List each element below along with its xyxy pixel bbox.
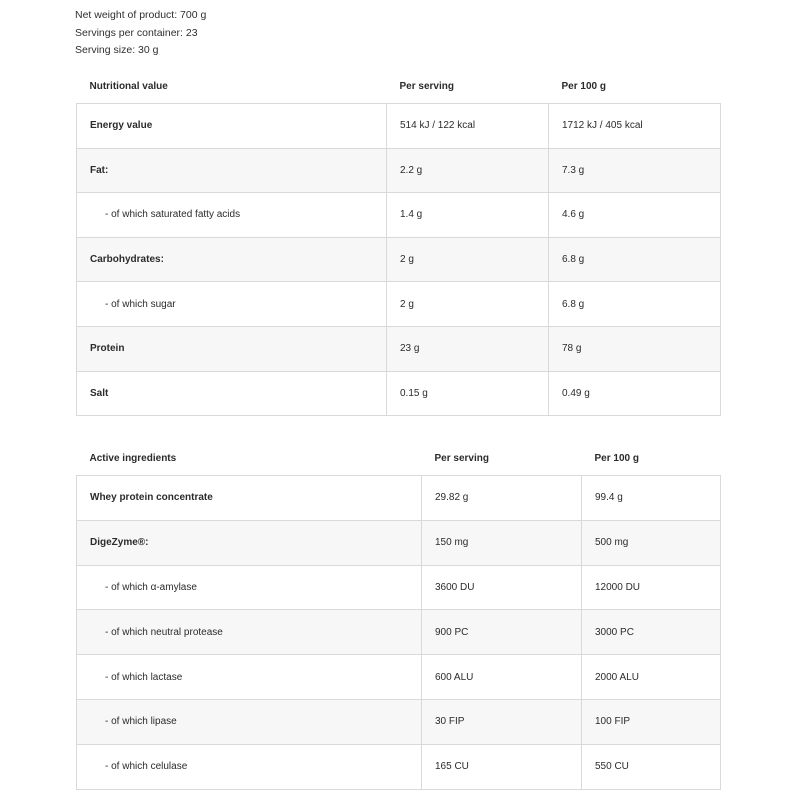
nutrient-name: - of which α-amylase xyxy=(77,565,422,610)
per-serving-value: 2.2 g xyxy=(387,148,549,193)
per-serving-value: 900 PC xyxy=(422,610,582,655)
table-row xyxy=(77,565,721,610)
per-100g-value: 99.4 g xyxy=(582,476,721,521)
per-serving-value: 3600 DU xyxy=(422,565,582,610)
per-100g-value: 7.3 g xyxy=(549,148,721,193)
column-header-per-100g: Per 100 g xyxy=(561,81,606,92)
nutrient-name: Salt xyxy=(77,371,387,416)
table-row xyxy=(77,104,721,149)
table-row xyxy=(77,655,721,700)
nutrient-name: - of which lipase xyxy=(77,699,422,744)
per-serving-value: 514 kJ / 122 kcal xyxy=(387,104,549,149)
per-serving-value: 1.4 g xyxy=(387,193,549,238)
nutrient-name: Fat: xyxy=(77,148,387,193)
column-header-nutritional-value: Nutritional value xyxy=(89,81,168,92)
per-serving-value: 2 g xyxy=(387,237,549,282)
table-row xyxy=(77,520,721,565)
serving-size: Serving size: 30 g xyxy=(75,44,159,56)
table-row xyxy=(77,476,721,521)
table-row xyxy=(77,193,721,238)
table-row xyxy=(77,282,721,327)
table-header-row xyxy=(77,66,721,104)
per-100g-value: 3000 PC xyxy=(582,610,721,655)
table-row xyxy=(77,237,721,282)
per-100g-value: 550 CU xyxy=(582,744,721,789)
table-header-row xyxy=(77,438,721,476)
nutrient-name: - of which saturated fatty acids xyxy=(77,193,387,238)
nutrient-name: Whey protein concentrate xyxy=(77,476,422,521)
product-info xyxy=(75,7,206,60)
nutrient-name: - of which neutral protease xyxy=(77,610,422,655)
per-serving-value: 23 g xyxy=(387,326,549,371)
nutrient-name: Protein xyxy=(77,326,387,371)
table-row xyxy=(77,371,721,416)
per-serving-value: 2 g xyxy=(387,282,549,327)
per-100g-value: 1712 kJ / 405 kcal xyxy=(549,104,721,149)
per-100g-value: 0.49 g xyxy=(549,371,721,416)
nutrition-table xyxy=(76,66,721,416)
column-header-per-100g: Per 100 g xyxy=(594,453,639,464)
column-header-active-ingredients: Active ingredients xyxy=(89,453,177,464)
table-row xyxy=(77,148,721,193)
nutrient-name: DigeZyme®: xyxy=(77,520,422,565)
table-row xyxy=(77,610,721,655)
per-100g-value: 100 FIP xyxy=(582,699,721,744)
per-100g-value: 500 mg xyxy=(582,520,721,565)
per-serving-value: 600 ALU xyxy=(422,655,582,700)
per-serving-value: 165 CU xyxy=(422,744,582,789)
per-serving-value: 150 mg xyxy=(422,520,582,565)
per-serving-value: 30 FIP xyxy=(422,699,582,744)
per-100g-value: 6.8 g xyxy=(549,282,721,327)
per-100g-value: 78 g xyxy=(549,326,721,371)
per-100g-value: 2000 ALU xyxy=(582,655,721,700)
nutrient-name: - of which celulase xyxy=(77,744,422,789)
per-100g-value: 12000 DU xyxy=(582,565,721,610)
per-100g-value: 4.6 g xyxy=(549,193,721,238)
active-ingredients-table xyxy=(76,438,721,790)
nutrient-name: - of which lactase xyxy=(77,655,422,700)
nutrient-name: Energy value xyxy=(77,104,387,149)
net-weight: Net weight of product: 700 g xyxy=(75,9,207,21)
table-row xyxy=(77,326,721,371)
nutrient-name: Carbohydrates: xyxy=(77,237,387,282)
per-serving-value: 29.82 g xyxy=(422,476,582,521)
servings-per-container: Servings per container: 23 xyxy=(75,26,198,39)
per-serving-value: 0.15 g xyxy=(387,371,549,416)
column-header-per-serving: Per serving xyxy=(434,453,489,464)
nutrient-name: - of which sugar xyxy=(77,282,387,327)
table-row xyxy=(77,699,721,744)
per-100g-value: 6.8 g xyxy=(549,237,721,282)
table-row xyxy=(77,744,721,789)
column-header-per-serving: Per serving xyxy=(399,81,454,92)
